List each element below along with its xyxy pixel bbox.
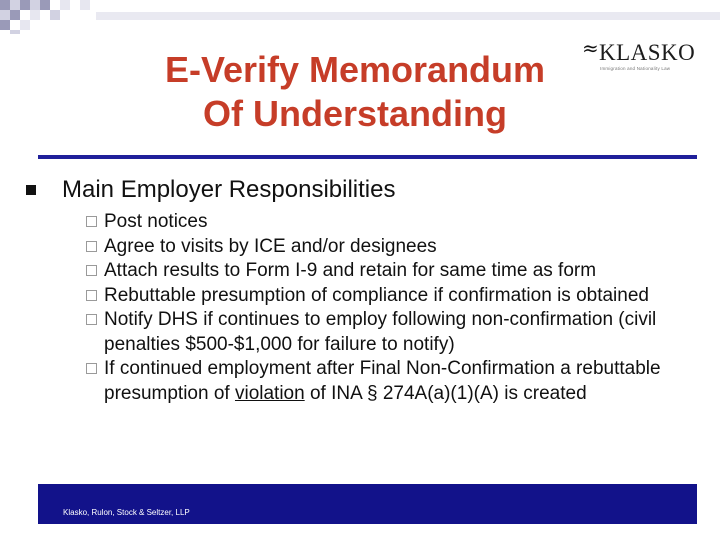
title-line-1: E-Verify Memorandum [164, 49, 546, 90]
item-text: Agree to visits by ICE and/or designees [104, 235, 437, 257]
footer-firm-name: Klasko, Rulon, Stock & Seltzer, LLP [63, 508, 190, 517]
title-divider [38, 155, 697, 159]
checkbox-bullet-icon [86, 216, 97, 227]
item-text: Post notices [104, 211, 208, 232]
list-item [86, 259, 696, 284]
item-text: Notify DHS if continues to employ following non-confirmation (civil penalties $500-$1,000 for failure to notify) [104, 309, 657, 355]
list-item [86, 284, 696, 309]
section-heading: Main Employer Responsibilities [62, 176, 396, 203]
checkbox-bullet-icon [86, 241, 97, 252]
list-item [86, 235, 696, 260]
item-text-before: If continued employment after Final Non-Confirmation a rebuttable presumption of [104, 358, 661, 404]
item-text-after: of INA § 274A(a)(1)(A) is created [304, 382, 587, 404]
checkbox-bullet-icon [86, 314, 97, 325]
checkbox-bullet-icon [86, 363, 97, 374]
footer-bar [38, 484, 697, 524]
logo-name: KLASKO [599, 40, 696, 65]
title-line-2: Of Understanding [203, 93, 507, 134]
item-text: Attach results to Form I-9 and retain for same time as form [104, 260, 597, 281]
list-item [86, 357, 696, 406]
logo-wave-icon: ≈ [582, 36, 599, 60]
slide-title [110, 48, 600, 136]
checkbox-bullet-icon [86, 290, 97, 301]
list-item [86, 308, 696, 357]
logo-tagline: Immigration and Nationality Law [600, 66, 671, 71]
square-bullet-icon [26, 185, 36, 195]
responsibilities-list [86, 210, 696, 406]
item-text-underlined: violation [234, 382, 305, 404]
list-item [86, 210, 696, 235]
checkbox-bullet-icon [86, 265, 97, 276]
decorative-checker-pattern [0, 0, 720, 34]
item-text: Rebuttable presumption of compliance if confirmation is obtained [104, 284, 649, 306]
